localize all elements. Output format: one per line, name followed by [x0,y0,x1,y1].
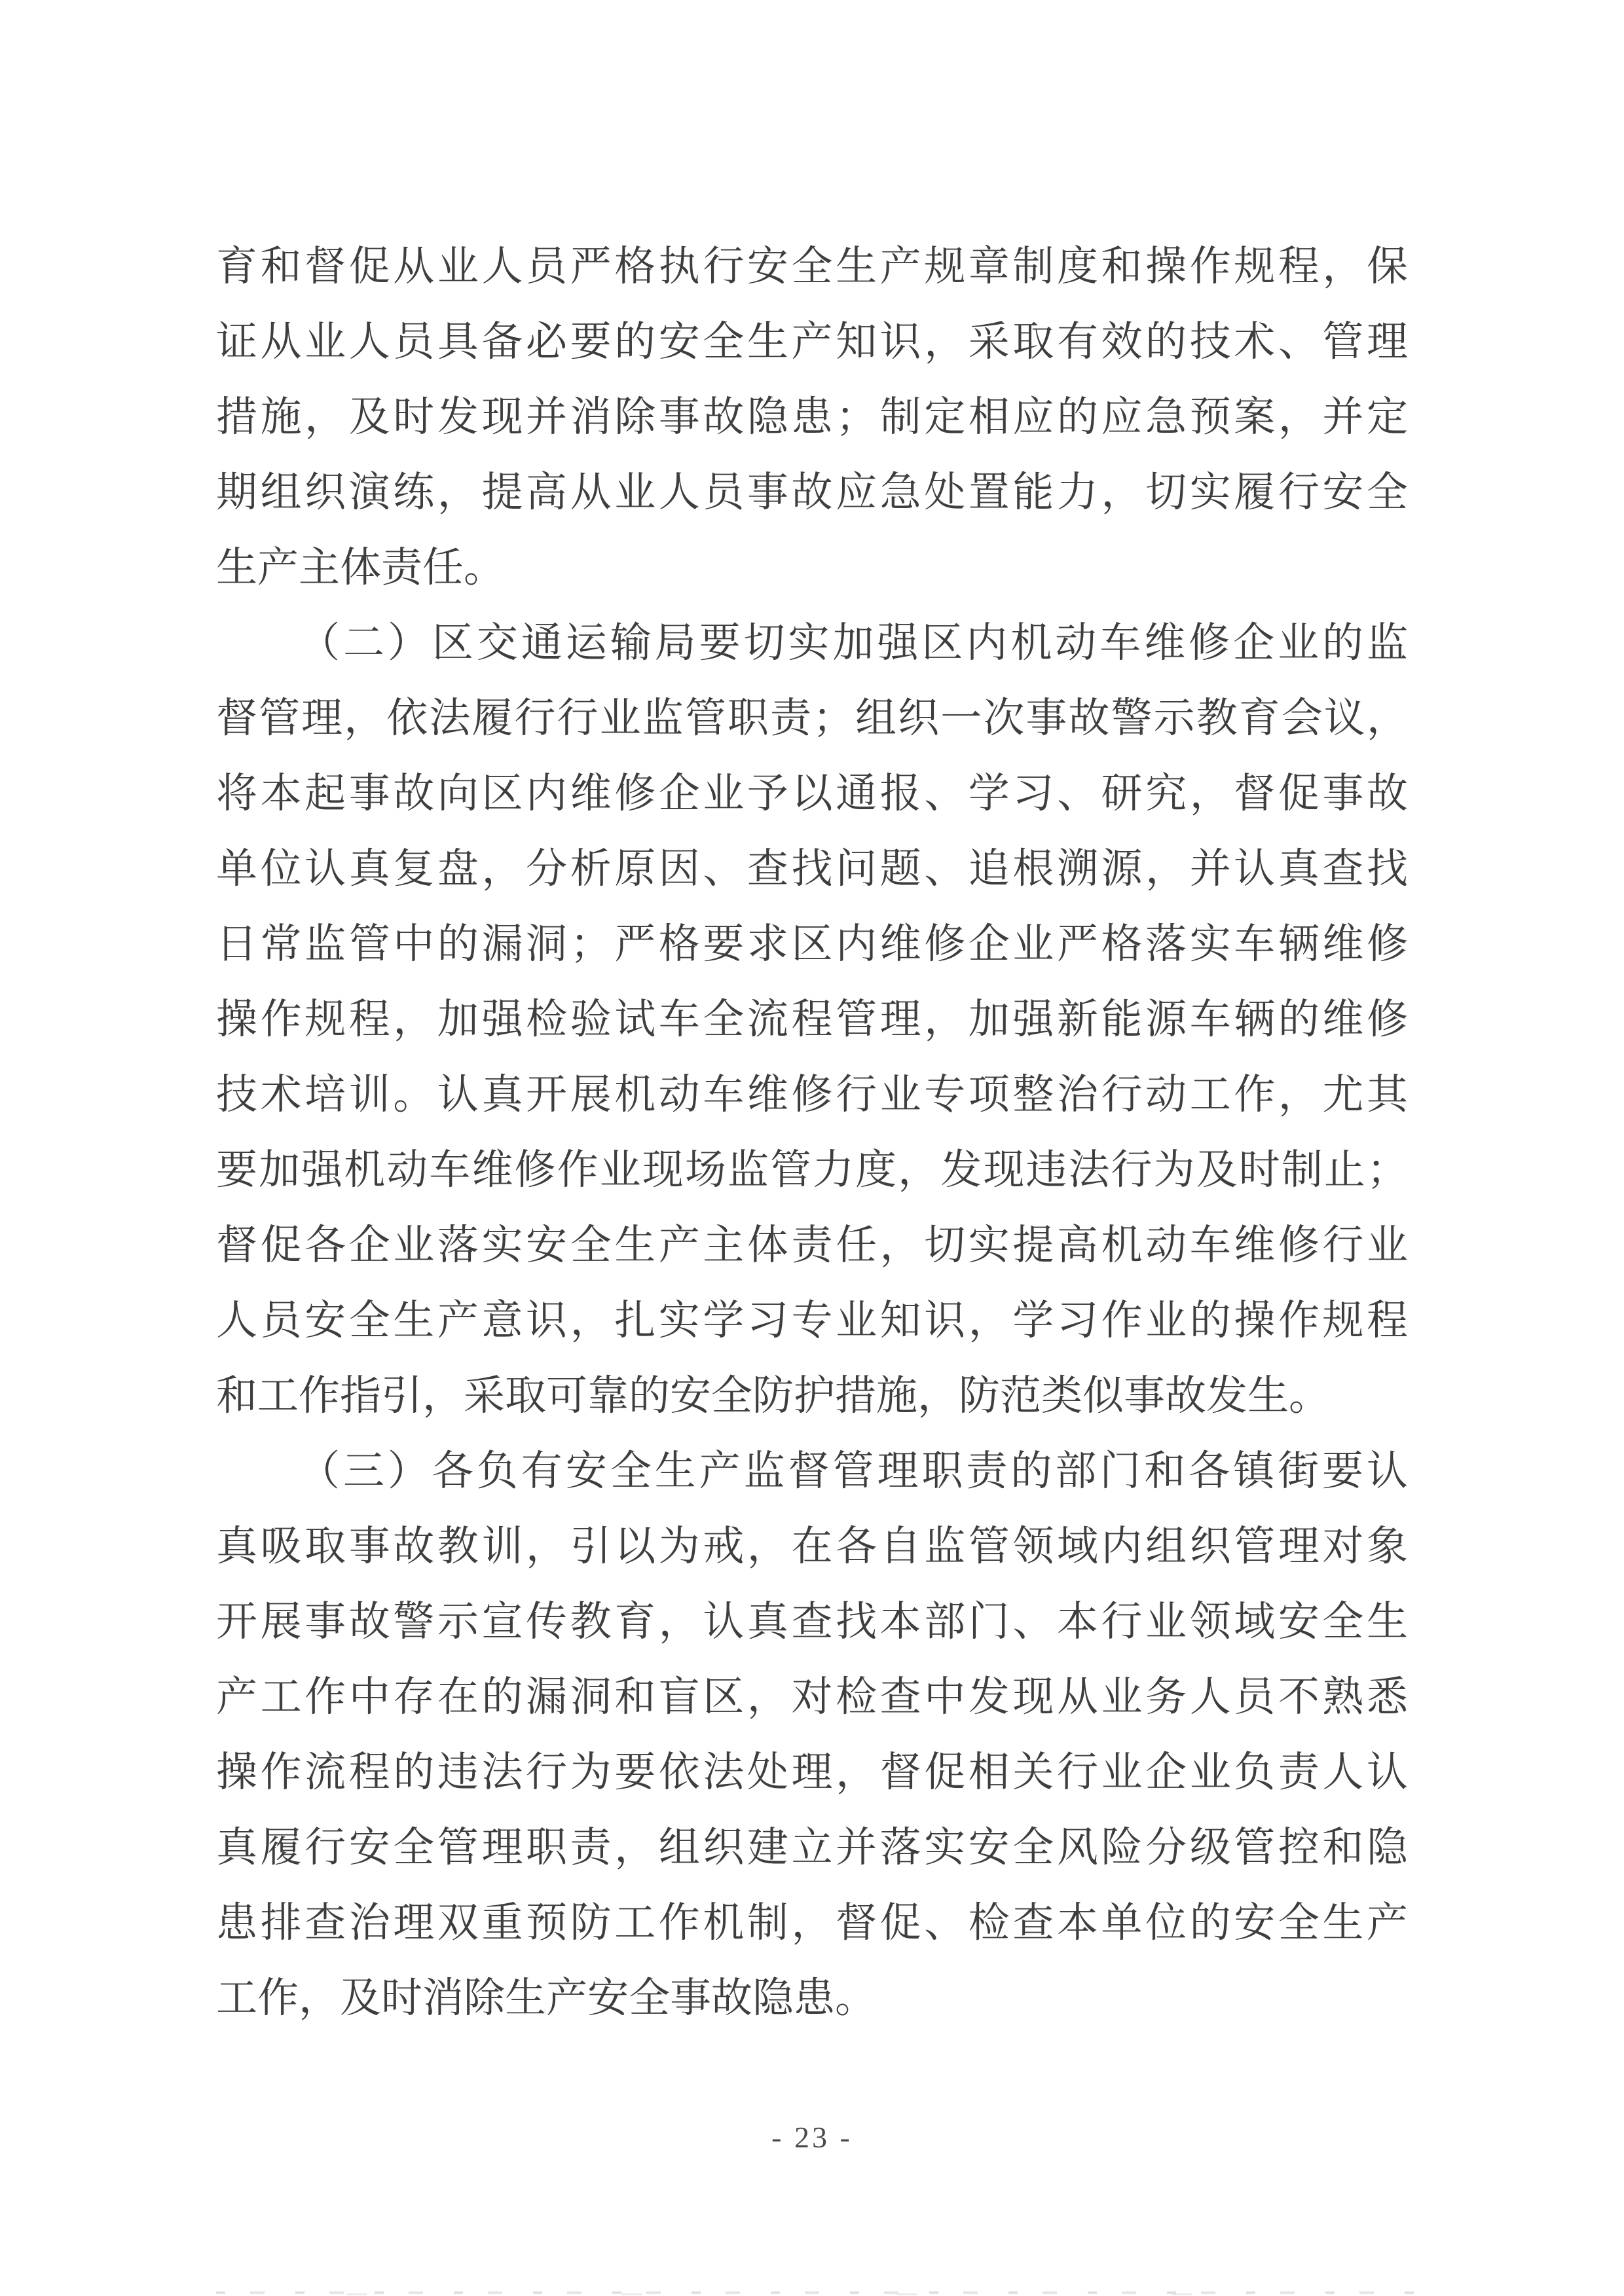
page-number: - 23 - [771,2121,853,2154]
body-line: 要加强机动车维修作业现场监管力度，发现违法行为及时制止； [216,1147,1408,1193]
body-line: 期组织演练，提高从业人员事故应急处置能力，切实履行安全 [216,469,1408,515]
body-line: 工作，及时消除生产安全事故隐患。 [216,1975,876,2021]
body-line: 产工作中存在的漏洞和盲区，对检查中发现从业务人员不熟悉 [216,1674,1408,1720]
body-line: 督管理，依法履行行业监管职责；组织一次事故警示教育会议， [216,695,1408,741]
body-line: 真吸取事故教训，引以为戒，在各自监管领域内组织管理对象 [216,1523,1408,1569]
body-line: 和工作指引，采取可靠的安全防护措施，防范类似事故发生。 [216,1373,1330,1419]
body-line: 证从业人员具备必要的安全生产知识，采取有效的技术、管理 [216,319,1408,365]
body-line: 将本起事故向区内维修企业予以通报、学习、研究，督促事故 [216,771,1408,816]
body-line: 操作流程的违法行为要依法处理，督促相关行业企业负责人认 [216,1749,1408,1795]
body-line: 真履行安全管理职责，组织建立并落实安全风险分级管控和隐 [216,1825,1408,1870]
document-body-text [216,229,1408,2036]
body-line: 操作规程，加强检验试车全流程管理，加强新能源车辆的维修 [216,996,1408,1042]
scan-artifact-clipped-text [216,2287,1434,2296]
body-line-paragraph-start: （二）区交通运输局要切实加强区内机动车维修企业的监 [299,620,1408,666]
body-line-paragraph-start: （三）各负有安全生产监督管理职责的部门和各镇街要认 [299,1448,1408,1494]
body-line: 育和督促从业人员严格执行安全生产规章制度和操作规程，保 [216,244,1408,289]
body-line: 患排查治理双重预防工作机制，督促、检查本单位的安全生产 [216,1900,1408,1946]
body-line: 措施，及时发现并消除事故隐患；制定相应的应急预案，并定 [216,394,1408,440]
body-line: 开展事故警示宣传教育，认真查找本部门、本行业领域安全生 [216,1599,1408,1645]
body-line: 生产主体责任。 [216,545,505,591]
body-line: 人员安全生产意识，扎实学习专业知识，学习作业的操作规程 [216,1298,1408,1343]
body-line: 技术培训。认真开展机动车维修行业专项整治行动工作，尤其 [216,1072,1408,1118]
body-line: 单位认真复盘，分析原因、查找问题、追根溯源，并认真查找 [216,846,1408,892]
body-line: 日常监管中的漏洞；严格要求区内维修企业严格落实车辆维修 [216,921,1408,967]
body-line: 督促各企业落实安全生产主体责任，切实提高机动车维修行业 [216,1222,1408,1268]
